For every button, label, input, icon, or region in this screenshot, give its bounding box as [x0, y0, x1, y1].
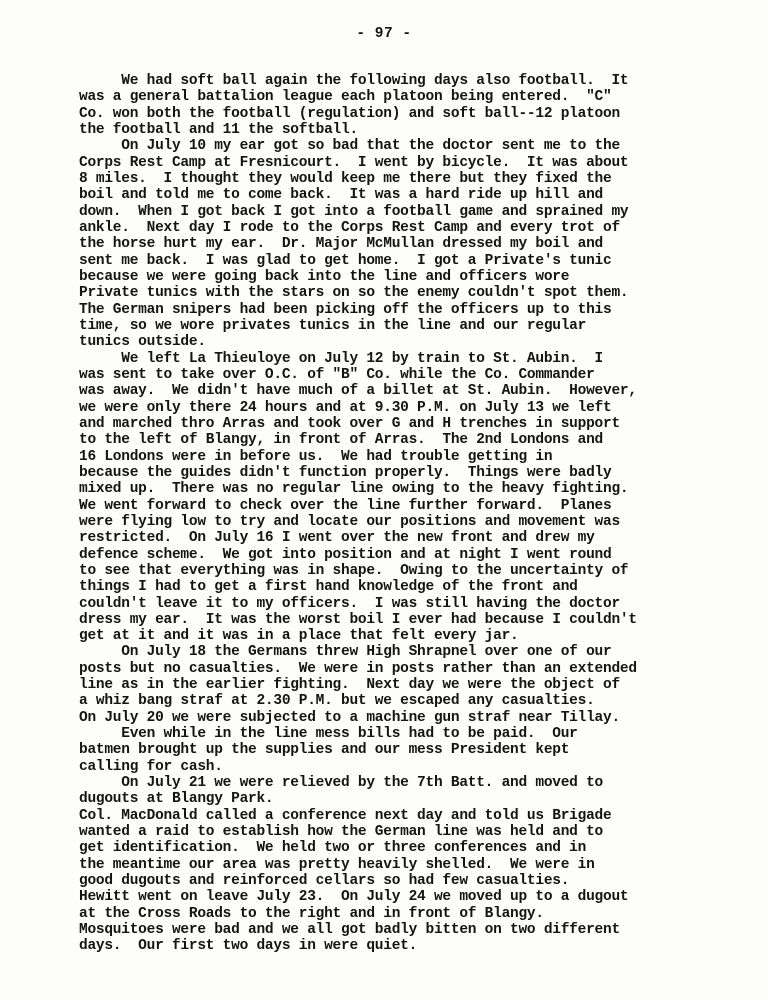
text-line: 16 Londons were in before us. We had trouble getting in: [79, 448, 553, 465]
text-line: We went forward to check over the line further forward. Planes: [79, 497, 612, 514]
text-line: the horse hurt my ear. Dr. Major McMullan dressed my boil and: [79, 236, 603, 253]
text-line: a whiz bang straf at 2.30 P.M. but we escaped any casualties.: [79, 693, 595, 710]
text-line: because the guides didn't function properly. Things were badly: [79, 464, 612, 481]
text-line: calling for cash.: [79, 758, 223, 775]
text-line: Even while in the line mess bills had to be paid. Our: [79, 726, 578, 743]
text-line: get identification. We held two or three conferences and in: [79, 840, 587, 857]
text-line: 8 miles. I thought they would keep me there but they fixed the: [79, 170, 612, 187]
text-line: Hewitt went on leave July 23. On July 24 we moved up to a dugout: [79, 889, 629, 906]
page-number: - 97 -: [356, 26, 412, 42]
text-line: line as in the earlier fighting. Next day we were the object of: [79, 677, 620, 694]
text-line: was sent to take over O.C. of "B" Co. while the Co. Commander: [79, 366, 595, 383]
text-line: things I had to get a first hand knowledge of the front and: [79, 579, 578, 596]
text-line: and marched thro Arras and took over G and H trenches in support: [79, 415, 620, 432]
text-line: boil and told me to come back. It was a hard ride up hill and: [79, 187, 603, 204]
text-line: We left La Thieuloye on July 12 by train to St. Aubin. I: [79, 350, 603, 367]
text-line: ankle. Next day I rode to the Corps Rest Camp and every trot of: [79, 219, 620, 236]
text-line: batmen brought up the supplies and our mess President kept: [79, 742, 570, 759]
text-line: because we were going back into the line and officers wore: [79, 268, 570, 285]
text-line: restricted. On July 16 I went over the new front and drew my: [79, 530, 595, 547]
text-line: On July 10 my ear got so bad that the doctor sent me to the: [79, 138, 620, 155]
text-line: Corps Rest Camp at Fresnicourt. I went by bicycle. It was about: [79, 154, 629, 171]
text-line: mixed up. There was no regular line owing to the heavy fighting.: [79, 481, 629, 498]
text-line: On July 21 we were relieved by the 7th Batt. and moved to: [79, 775, 603, 792]
text-line: Col. MacDonald called a conference next day and told us Brigade: [79, 807, 612, 824]
text-line: posts but no casualties. We were in posts rather than an extended: [79, 660, 637, 677]
text-line: were flying low to try and locate our positions and movement was: [79, 513, 620, 530]
text-line: defence scheme. We got into position and at night I went round: [79, 546, 612, 563]
text-line: The German snipers had been picking off the officers up to this: [79, 301, 612, 318]
text-line: to the left of Blangy, in front of Arras. The 2nd Londons and: [79, 432, 603, 449]
text-line: at the Cross Roads to the right and in front of Blangy.: [79, 905, 544, 922]
text-line: tunics outside.: [79, 334, 206, 351]
body-text: [79, 73, 709, 955]
text-line: wanted a raid to establish how the German line was held and to: [79, 824, 603, 841]
text-line: dress my ear. It was the worst boil I ever had because I couldn't: [79, 611, 637, 628]
text-line: was away. We didn't have much of a billet at St. Aubin. However,: [79, 383, 637, 400]
text-line: dugouts at Blangy Park.: [79, 791, 274, 808]
text-line: time, so we wore privates tunics in the line and our regular: [79, 317, 587, 334]
text-line: to see that everything was in shape. Owing to the uncertainty of: [79, 562, 629, 579]
text-line: the meantime our area was pretty heavily shelled. We were in: [79, 856, 595, 873]
text-line: the football and 11 the softball.: [79, 121, 358, 138]
text-line: down. When I got back I got into a football game and sprained my: [79, 203, 629, 220]
text-line: sent me back. I was glad to get home. I got a Private's tunic: [79, 252, 612, 269]
text-line: Private tunics with the stars on so the enemy couldn't spot them.: [79, 285, 629, 302]
text-line: days. Our first two days in were quiet.: [79, 938, 418, 955]
text-line: Co. won both the football (regulation) and soft ball--12 platoon: [79, 105, 620, 122]
text-line: On July 18 the Germans threw High Shrapnel over one of our: [79, 644, 612, 661]
text-line: get at it and it was in a place that felt every jar.: [79, 628, 519, 645]
text-line: good dugouts and reinforced cellars so had few casualties.: [79, 873, 570, 890]
text-line: On July 20 we were subjected to a machine gun straf near Tillay.: [79, 709, 620, 726]
text-line: We had soft ball again the following days also football. It: [79, 73, 629, 89]
text-line: was a general battalion league each platoon being entered. "C": [79, 89, 612, 106]
text-line: couldn't leave it to my officers. I was still having the doctor: [79, 595, 620, 612]
text-line: we were only there 24 hours and at 9.30 P.M. on July 13 we left: [79, 399, 612, 416]
text-line: Mosquitoes were bad and we all got badly bitten on two different: [79, 922, 620, 939]
